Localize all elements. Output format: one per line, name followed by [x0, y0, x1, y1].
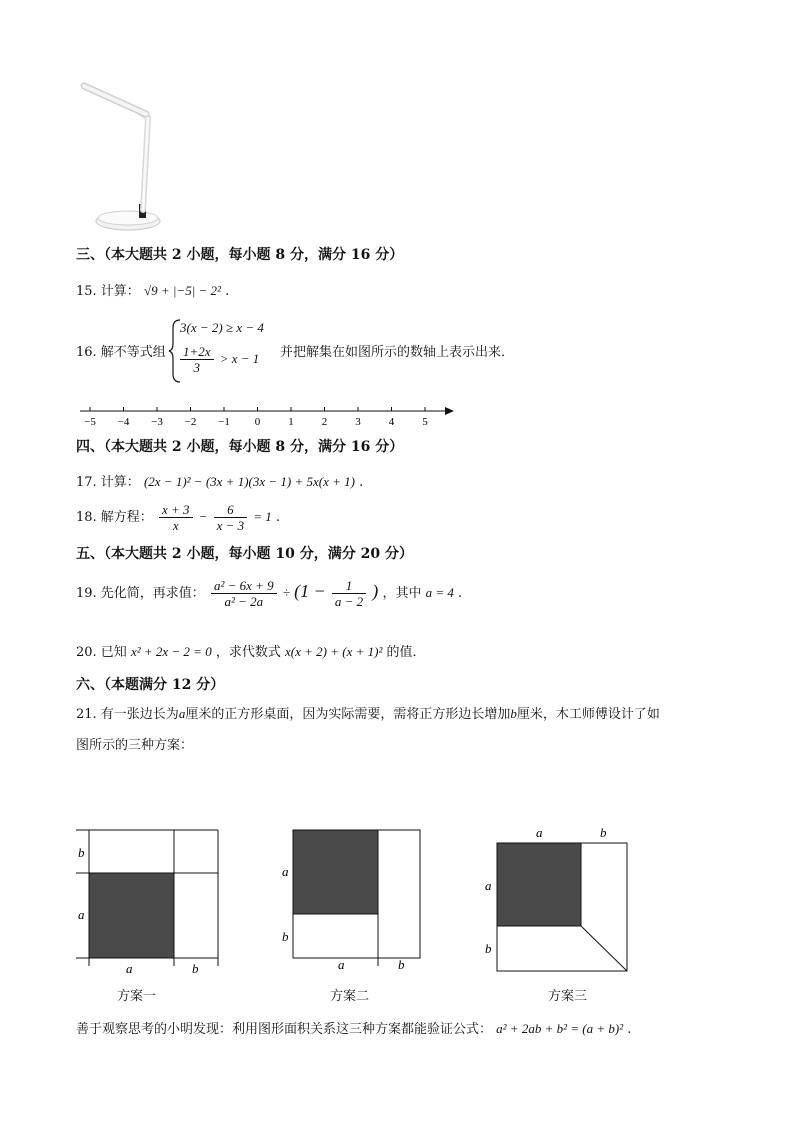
q21-formula-suffix: . — [627, 1022, 632, 1037]
plan-3-caption: 方案三 — [548, 989, 588, 1004]
q16-prefix: 16. 解不等式组 — [76, 345, 166, 360]
section-3-title: 三、（本大题共 2 小题，每小题 8 分，满分 16 分） — [76, 247, 404, 263]
plan-3-label-b-top: b — [600, 825, 607, 840]
q16-frac-denominator: 3 — [193, 360, 201, 375]
q21-text-b: 厘米的正方形桌面，因为实际需要，需将正方形边长增加 — [185, 707, 511, 722]
plan-2-label-b-left: b — [282, 929, 289, 944]
q17-suffix: . — [359, 475, 364, 490]
q21-conclusion-text: 善于观察思考的小明发现：利用图形面积关系这三种方案都能验证公式： — [76, 1022, 493, 1037]
number-line-label: 3 — [355, 416, 361, 428]
number-line-label: 4 — [388, 416, 395, 428]
plan-3-label-b-left: b — [485, 941, 492, 956]
q19-f1-numerator: a² − 6x + 9 — [211, 578, 277, 594]
plan-2-label-a-bottom: a — [338, 957, 345, 972]
section-4-title: 四、（本大题共 2 小题，每小题 8 分，满分 16 分） — [76, 439, 404, 455]
q18-prefix: 18. 解方程： — [76, 510, 153, 525]
q16-inequality-2 — [178, 344, 259, 375]
number-line-label: 2 — [321, 416, 328, 428]
plan-1-label-b-bottom: b — [192, 961, 199, 976]
question-18 — [76, 502, 280, 533]
number-line-label: −4 — [117, 416, 130, 428]
section-6-title: 六、（本题满分 12 分） — [76, 677, 225, 693]
q17-prefix: 17. 计算： — [76, 475, 140, 490]
q18-f1-numerator: x + 3 — [159, 502, 193, 518]
number-line-label: 1 — [288, 416, 294, 428]
q19-paren-close: ) — [372, 581, 379, 601]
q21-formula: a² + 2ab + b² = (a + b)² — [496, 1021, 624, 1036]
q18-f2-denominator: x − 3 — [216, 518, 245, 533]
q18-fraction-1 — [159, 502, 193, 533]
plan-1-caption: 方案一 — [117, 989, 157, 1004]
q16-inequality-2-rest: > x − 1 — [219, 351, 260, 366]
number-line — [76, 402, 456, 432]
q21-conclusion — [76, 1018, 631, 1037]
question-17 — [76, 471, 363, 490]
number-line-label: −2 — [184, 416, 197, 428]
number-line-label: 5 — [422, 416, 428, 428]
question-15 — [76, 280, 229, 299]
q19-f2-numerator: 1 — [332, 578, 366, 594]
number-line-label: −1 — [218, 416, 230, 428]
q20-prefix: 20. 已知 — [76, 645, 127, 660]
q19-condition: a = 4 — [425, 585, 454, 600]
plan-1-label-a-bottom: a — [126, 961, 133, 976]
question-19 — [76, 578, 462, 609]
q18-fraction-2 — [214, 502, 248, 533]
q19-prefix: 19. 先化简，再求值： — [76, 586, 205, 601]
q21-var-a: a — [178, 706, 186, 721]
q21-text-c: 厘米，木工师傅设计了如 — [516, 707, 660, 722]
plan-2-label-b-bottom: b — [398, 957, 405, 972]
q19-mid: ，其中 — [382, 586, 422, 601]
plan-1-label-b-left: b — [78, 845, 85, 860]
plan-1-figure — [64, 822, 234, 982]
q18-minus: − — [198, 509, 208, 524]
q18-f1-denominator: x — [172, 518, 179, 533]
q19-fraction-1 — [211, 578, 277, 609]
q20-suffix: 的值． — [386, 645, 426, 660]
q21-line-1 — [76, 703, 660, 722]
plan-1-label-a-left: a — [78, 907, 85, 922]
q17-expression: (2x − 1)² − (3x + 1)(3x − 1) + 5x(x + 1) — [143, 474, 355, 489]
arrow-right-icon — [445, 407, 454, 415]
q19-fraction-2 — [332, 578, 366, 609]
q20-condition: x² + 2x − 2 = 0 — [130, 644, 212, 659]
number-line-label: −3 — [151, 416, 163, 428]
number-line-label: −5 — [84, 416, 96, 428]
q21-line-2: 图所示的三种方案： — [76, 738, 194, 753]
q16-suffix: 并把解集在如图所示的数轴上表示出来． — [280, 345, 515, 360]
q21-text-a: 21. 有一张边长为 — [76, 707, 179, 722]
number-line-label: 0 — [254, 416, 261, 428]
desk-lamp-image — [76, 78, 176, 234]
plan-3-figure — [476, 822, 646, 982]
q15-expression: √9 + |−5| − 2² — [143, 283, 221, 298]
q16-inequality-1: 3(x − 2) ≥ x − 4 — [180, 320, 264, 335]
q16-frac-numerator: 1+2x — [180, 344, 214, 360]
plan-3-label-a-top: a — [536, 825, 543, 840]
q19-divide: ÷ — [282, 585, 290, 600]
q19-f1-denominator: a² − 2a — [224, 594, 264, 609]
q19-paren-open: (1 − — [294, 581, 326, 601]
q18-suffix: . — [275, 510, 281, 525]
q15-prefix: 15. 计算： — [76, 284, 140, 299]
q18-rest: = 1 — [253, 509, 272, 524]
q16-fraction — [180, 344, 214, 375]
q15-suffix: . — [225, 284, 230, 299]
section-5-title: 五、（本大题共 2 小题，每小题 10 分，满分 20 分） — [76, 546, 413, 562]
plan-3-label-a-left: a — [485, 878, 492, 893]
q18-f2-numerator: 6 — [214, 502, 248, 518]
question-20 — [76, 641, 426, 660]
q19-suffix: . — [458, 586, 463, 601]
q20-mid: ，求代数式 — [215, 645, 281, 660]
plan-2-label-a-left: a — [282, 864, 289, 879]
q20-expression: x(x + 2) + (x + 1)² — [285, 644, 383, 659]
plan-2-caption: 方案二 — [330, 989, 370, 1004]
q19-f2-denominator: a − 2 — [334, 594, 364, 609]
q21-var-b: b — [510, 706, 517, 721]
plan-2-figure — [266, 822, 436, 982]
